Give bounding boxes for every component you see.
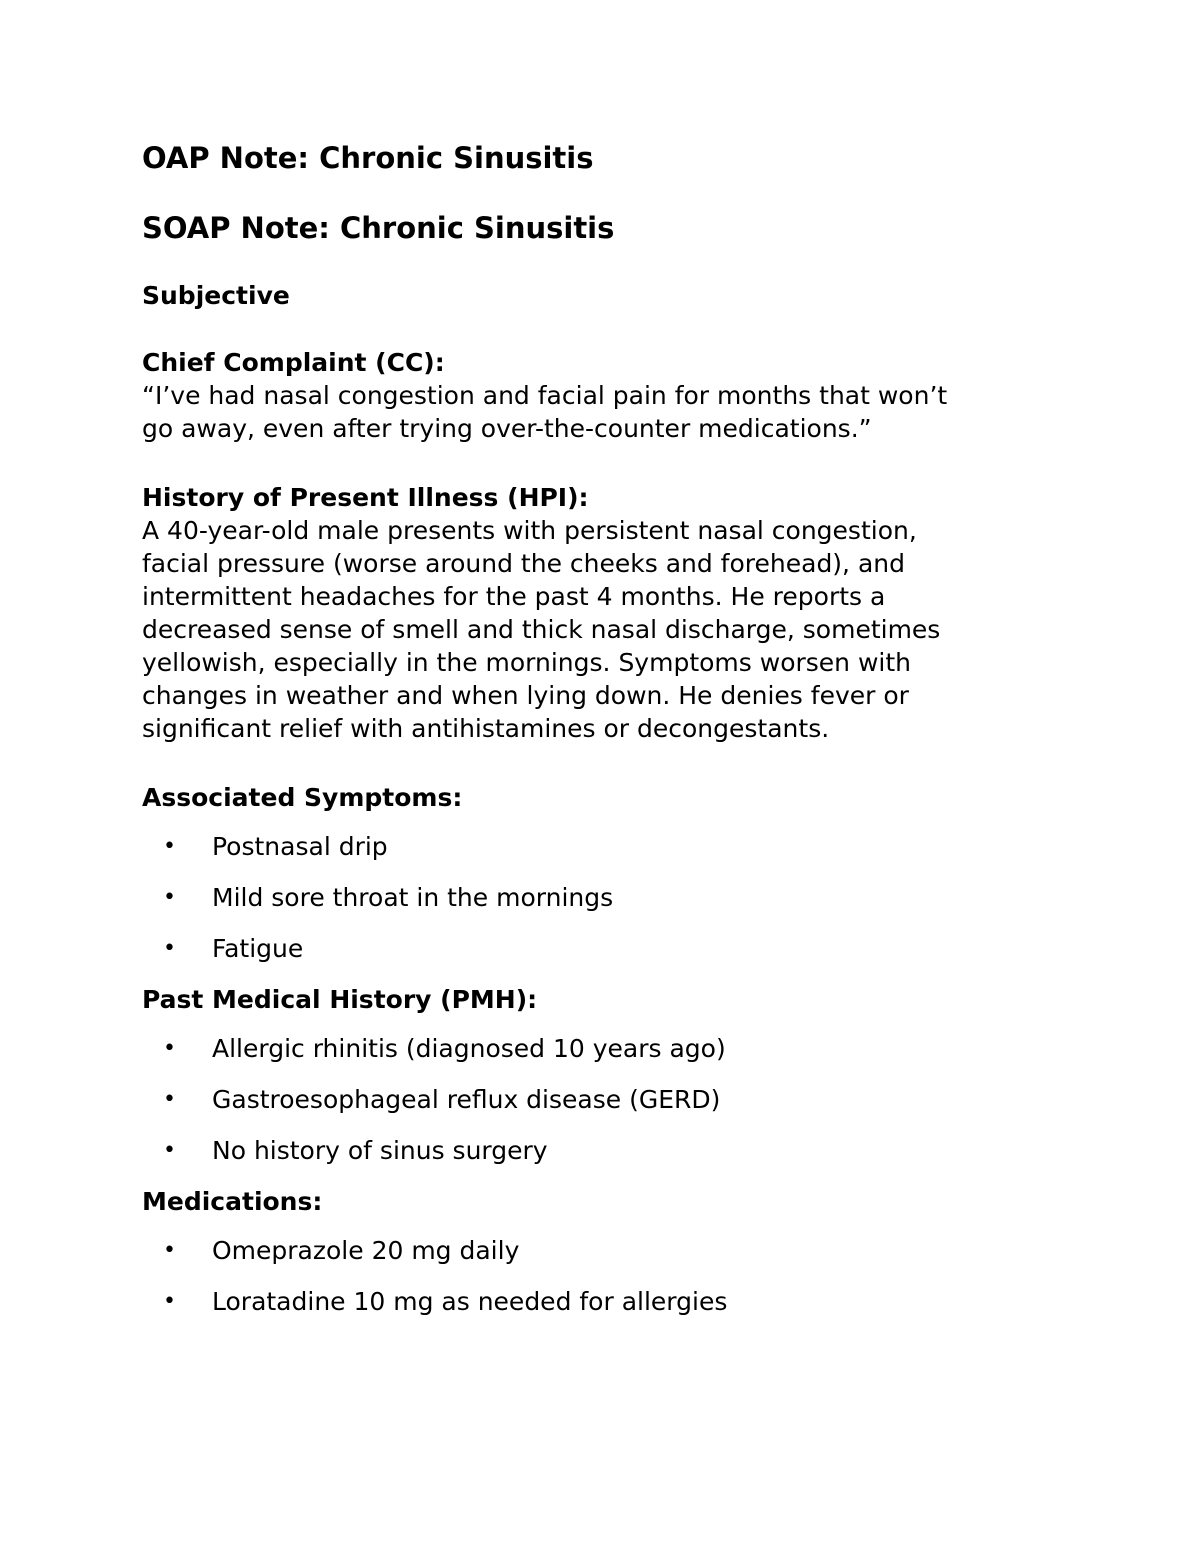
list-item-text: Allergic rhinitis (diagnosed 10 years ago) xyxy=(212,1034,726,1063)
list-item-text: Loratadine 10 mg as needed for allergies xyxy=(212,1287,728,1316)
chief-complaint-block xyxy=(142,346,1082,445)
bullet-icon: • xyxy=(163,885,176,910)
pmh-list xyxy=(142,1032,1082,1167)
bullet-icon: • xyxy=(163,1289,176,1314)
associated-symptoms-list xyxy=(142,830,1082,965)
chief-complaint-label: Chief Complaint (CC): xyxy=(142,348,445,377)
associated-symptoms-block xyxy=(142,781,1082,965)
chief-complaint-line: go away, even after trying over-the-counter medications.” xyxy=(142,414,872,443)
list-item-text: Fatigue xyxy=(212,934,304,963)
list-item-text: Mild sore throat in the mornings xyxy=(212,883,614,912)
pmh-label: Past Medical History (PMH): xyxy=(142,985,538,1014)
list-item-text: Omeprazole 20 mg daily xyxy=(212,1236,520,1265)
pmh-block xyxy=(142,983,1082,1167)
medications-list xyxy=(142,1234,1082,1318)
bullet-icon: • xyxy=(163,834,176,859)
list-item xyxy=(142,932,1082,965)
bullet-icon: • xyxy=(163,1087,176,1112)
bullet-icon: • xyxy=(163,936,176,961)
list-item xyxy=(142,830,1082,863)
page-title: SOAP Note: Chronic Sinusitis xyxy=(142,211,615,245)
hpi-line: A 40-year-old male presents with persistent nasal congestion, xyxy=(142,516,917,545)
associated-symptoms-label: Associated Symptoms: xyxy=(142,783,463,812)
medications-block xyxy=(142,1185,1082,1318)
chief-complaint-line: “I’ve had nasal congestion and facial pain for months that won’t xyxy=(142,381,948,410)
hpi-line: decreased sense of smell and thick nasal discharge, sometimes xyxy=(142,615,941,644)
hpi-line: changes in weather and when lying down. He denies fever or xyxy=(142,681,909,710)
list-item-text: Postnasal drip xyxy=(212,832,388,861)
hpi-line: intermittent headaches for the past 4 months. He reports a xyxy=(142,582,886,611)
bullet-icon: • xyxy=(163,1238,176,1263)
hpi-block xyxy=(142,481,1082,745)
bullet-icon: • xyxy=(163,1138,176,1163)
document-page xyxy=(142,140,1082,1336)
list-item xyxy=(142,1134,1082,1167)
hpi-line: significant relief with antihistamines or decongestants. xyxy=(142,714,830,743)
bullet-icon: • xyxy=(163,1036,176,1061)
hpi-label: History of Present Illness (HPI): xyxy=(142,483,589,512)
list-item-text: Gastroesophageal reflux disease (GERD) xyxy=(212,1085,721,1114)
hpi-line: facial pressure (worse around the cheeks and forehead), and xyxy=(142,549,905,578)
list-item xyxy=(142,1032,1082,1065)
list-item xyxy=(142,881,1082,914)
section-heading-subjective: Subjective xyxy=(142,281,290,310)
list-item xyxy=(142,1234,1082,1267)
list-item xyxy=(142,1285,1082,1318)
medications-label: Medications: xyxy=(142,1187,323,1216)
page-title-partial: OAP Note: Chronic Sinusitis xyxy=(142,141,594,175)
list-item-text: No history of sinus surgery xyxy=(212,1136,548,1165)
hpi-line: yellowish, especially in the mornings. Symptoms worsen with xyxy=(142,648,912,677)
list-item xyxy=(142,1083,1082,1116)
